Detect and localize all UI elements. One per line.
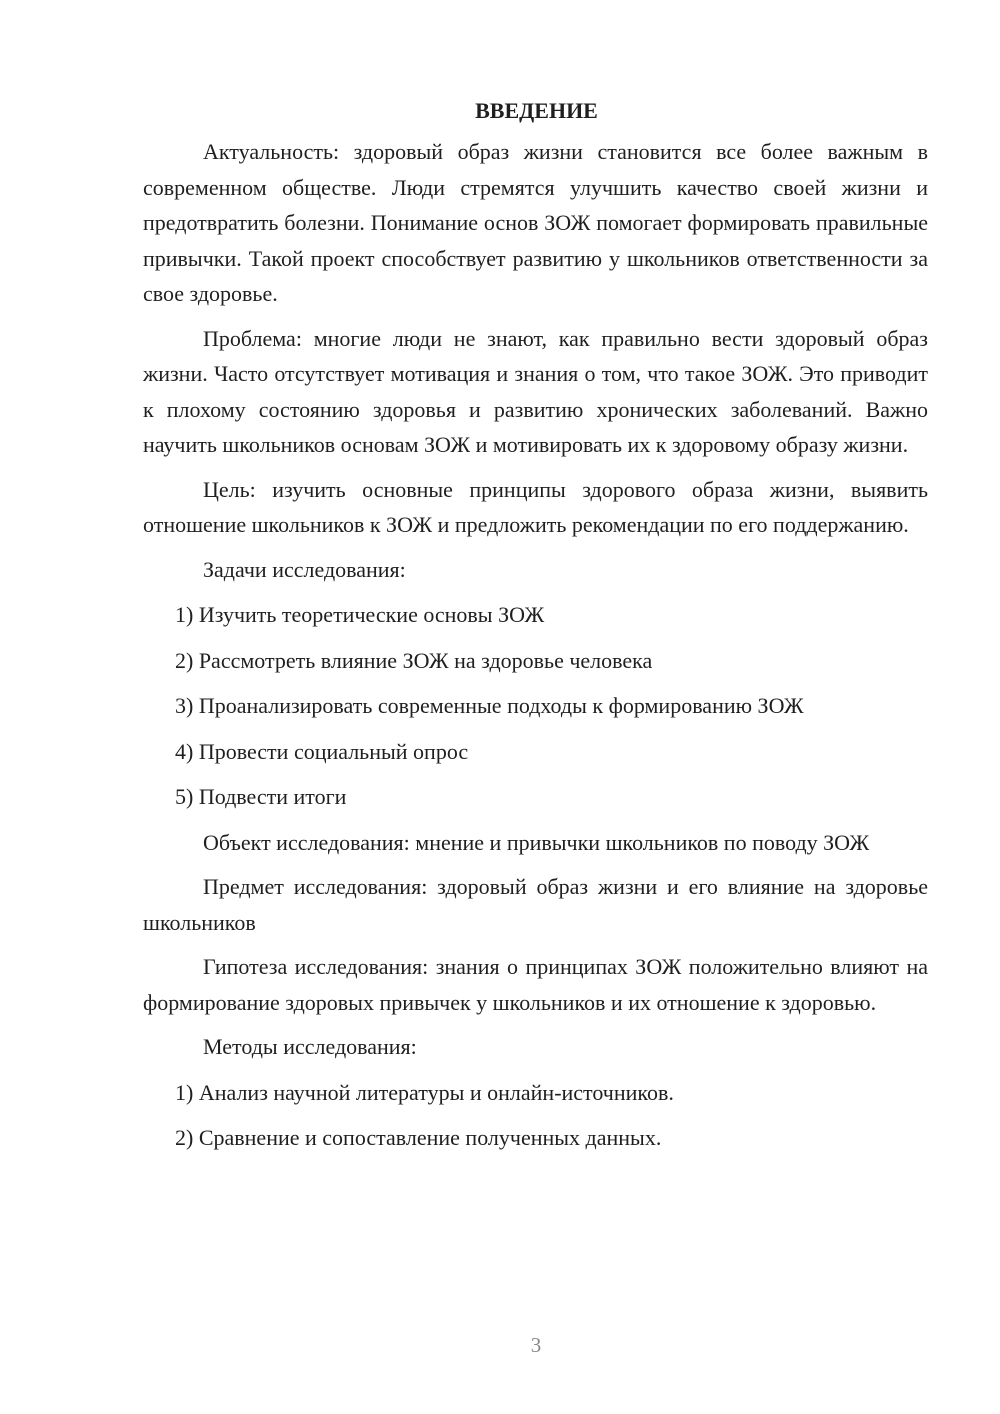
method-item: 2) Сравнение и сопоставление полученных данных. [175, 1125, 662, 1150]
methods-heading: Методы исследования: [203, 1034, 417, 1059]
relevance-paragraph: Актуальность: здоровый образ жизни становится все более важным в современном обществе. Люди стремятся улучшить качество своей жизни и предотвратить болезни. Понимание основ ЗОЖ помогает формировать правильные привычки. Такой проект способствует развитию у школьников ответственности за свое здоровье. [143, 139, 928, 306]
tasks-heading: Задачи исследования: [203, 556, 406, 582]
section-title: ВВЕДЕНИЕ [475, 98, 598, 123]
object-paragraph: Объект исследования: мнение и привычки школьников по поводу ЗОЖ [203, 829, 870, 855]
task-item: 5) Подвести итоги [175, 784, 347, 809]
task-item: 1) Изучить теоретические основы ЗОЖ [175, 602, 545, 627]
method-item: 1) Анализ научной литературы и онлайн-источников. [175, 1079, 674, 1105]
problem-paragraph: Проблема: многие люди не знают, как правильно вести здоровый образ жизни. Часто отсутствует мотивация и знания о том, что такое ЗОЖ. Это приводит к плохому состоянию здоровья и развитию хронических заболеваний. Важно научить школьников основам ЗОЖ и мотивировать их к здоровому образу жизни. [143, 325, 928, 457]
subject-paragraph: Предмет исследования: здоровый образ жизни и его влияние на здоровье школьников [143, 874, 928, 935]
page-number: 3 [530, 1333, 542, 1357]
task-item: 3) Проанализировать современные подходы к формированию ЗОЖ [175, 693, 804, 718]
task-item: 2) Рассмотреть влияние ЗОЖ на здоровье человека [175, 647, 653, 673]
goal-paragraph: Цель: изучить основные принципы здорового образа жизни, выявить отношение школьников к ЗОЖ и предложить рекомендации по его поддержанию. [143, 476, 928, 537]
page-content [143, 96, 928, 1166]
hypothesis-paragraph: Гипотеза исследования: знания о принципах ЗОЖ положительно влияют на формирование здоровых привычек у школьников и их отношение к здоровью. [143, 954, 928, 1015]
task-item: 4) Провести социальный опрос [175, 738, 469, 764]
